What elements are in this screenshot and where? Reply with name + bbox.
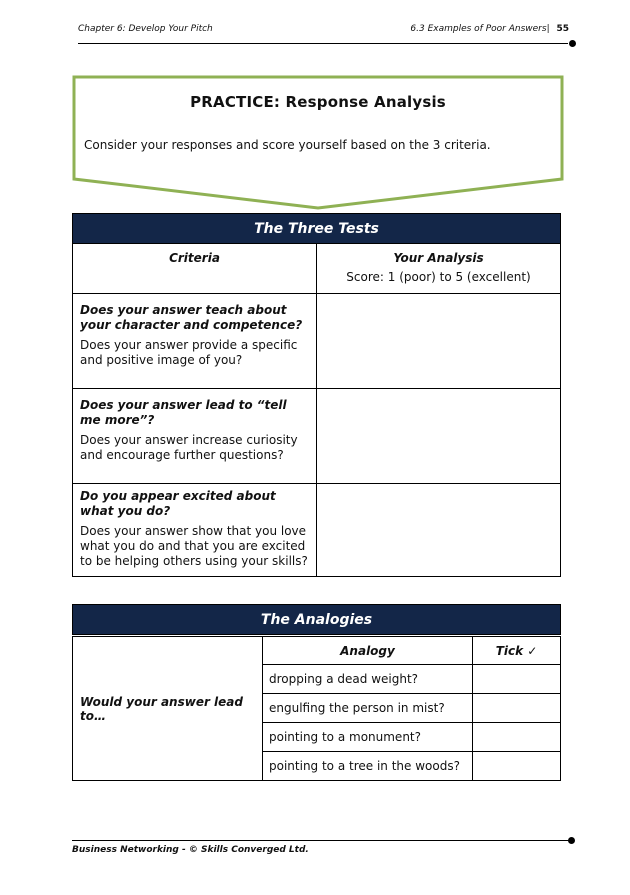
table-row [73,484,561,577]
footer-text: Business Networking - © Skills Converged Ltd. [72,845,309,855]
tick-box[interactable] [473,665,561,694]
tick-box[interactable] [473,752,561,781]
analogy-option: pointing to a monument? [263,723,473,752]
criterion-detail: Does your answer increase curiosity and encourage further questions? [80,433,298,462]
criterion-cell [73,484,317,577]
analogy-option: engulfing the person in mist? [263,694,473,723]
criterion-cell [73,294,317,389]
analogies-title: The Analogies [73,605,561,635]
criterion-question: Does your answer lead to “tell me more”? [80,398,287,427]
running-header-chapter: Chapter 6: Develop Your Pitch [78,24,213,34]
footer-rule-dot [568,837,575,844]
analogy-option: pointing to a tree in the woods? [263,752,473,781]
tick-box[interactable] [473,723,561,752]
criteria-header-label: Criteria [169,251,220,265]
practice-callout [72,75,564,210]
analysis-entry-cell[interactable] [317,294,561,389]
practice-title: PRACTICE: Response Analysis [190,93,446,111]
criterion-cell [73,389,317,484]
analogy-option: dropping a dead weight? [263,665,473,694]
criterion-detail: Does your answer provide a specific and positive image of you? [80,338,298,367]
three-tests-title: The Three Tests [73,214,561,244]
three-tests-table [72,213,561,577]
header-rule-dot [569,40,576,47]
table-row [73,389,561,484]
criteria-header [73,244,317,294]
analogy-header: Analogy [263,637,473,665]
score-scale: Score: 1 (poor) to 5 (excellent) [346,270,531,284]
table-row [73,294,561,389]
criterion-detail: Does your answer show that you love what you do and that you are excited to be helping others using your skills? [80,524,308,568]
tick-box[interactable] [473,694,561,723]
criterion-question: Do you appear excited about what you do? [80,489,276,518]
page-number: 55 [556,24,569,34]
footer-rule [72,840,569,841]
analysis-entry-cell[interactable] [317,389,561,484]
tick-header: Tick ✓ [473,637,561,665]
header-rule [78,43,568,44]
analysis-entry-cell[interactable] [317,484,561,577]
section-title: 6.3 Examples of Poor Answers [410,24,547,34]
analogy-prompt: Would your answer lead to… [73,637,263,781]
analysis-header-label: Your Analysis [393,251,484,265]
criterion-question: Does your answer teach about your character and competence? [80,303,303,332]
analogies-table [72,604,561,781]
analysis-header [317,244,561,294]
running-header-section: 6.3 Examples of Poor Answers| 55 [410,24,569,34]
practice-instruction: Consider your responses and score yourself based on the 3 criteria. [84,138,491,152]
